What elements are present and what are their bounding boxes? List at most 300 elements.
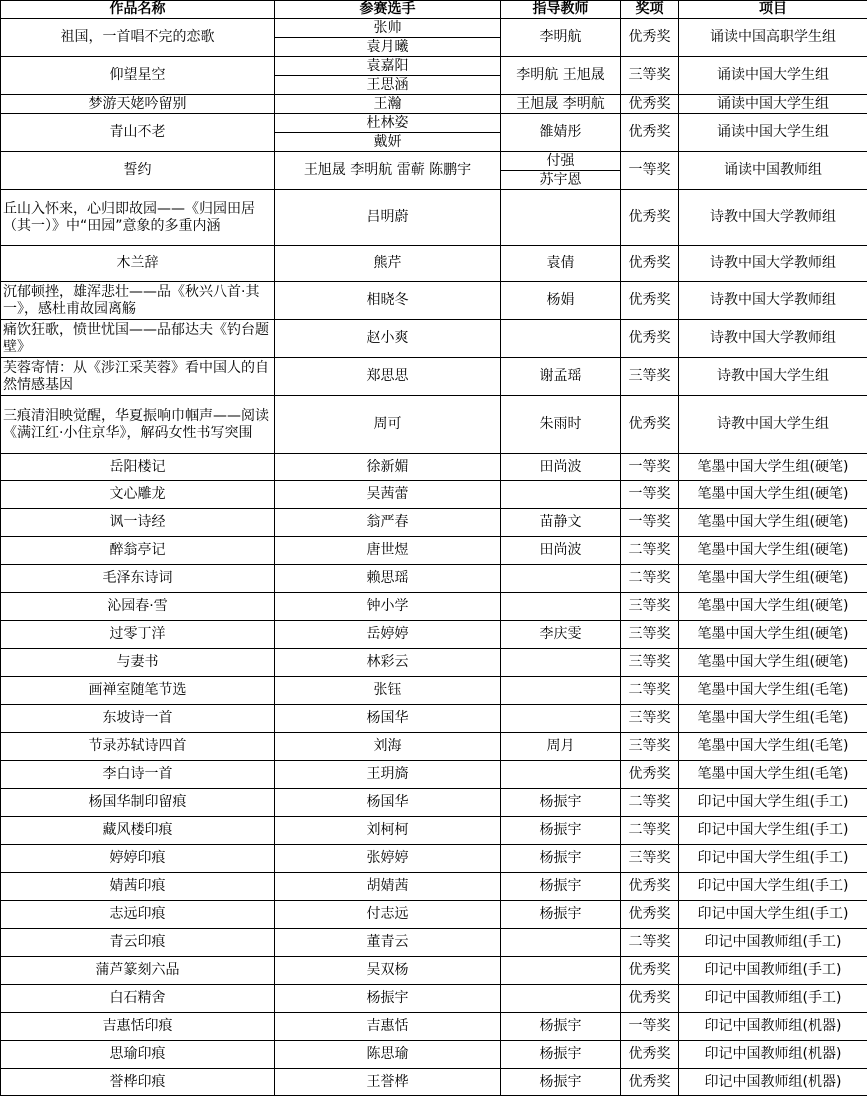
cell-award xyxy=(621,57,679,95)
cell-contestants xyxy=(275,565,501,593)
cell-category-text: 印记中国大学生组(手工) xyxy=(698,794,849,810)
table-row xyxy=(1,152,867,190)
cell-teacher-text: 杨振宇 xyxy=(540,878,582,894)
cell-contestants-text: 钟小学 xyxy=(367,598,409,614)
cell-teacher xyxy=(501,985,621,1013)
cell-work-text: 祖国，一首唱不完的恋歌 xyxy=(61,29,215,45)
cell-category-text: 笔墨中国大学生组(毛笔) xyxy=(698,682,849,698)
cell-category-text: 笔墨中国大学生组(硬笔) xyxy=(698,598,849,614)
cell-contestants xyxy=(275,705,501,733)
cell-category-text: 笔墨中国大学生组(毛笔) xyxy=(698,710,849,726)
cell-contestants-line: 袁月曦 xyxy=(275,37,500,56)
cell-category-text: 印记中国大学生组(手工) xyxy=(698,906,849,922)
cell-contestants xyxy=(275,396,501,454)
cell-category xyxy=(679,845,867,873)
cell-category xyxy=(679,190,867,246)
header-teacher: 指导教师 xyxy=(501,1,621,19)
cell-contestants-text: 相晓冬 xyxy=(367,292,409,308)
cell-teacher-text: 袁倩 xyxy=(547,255,575,271)
cell-teacher xyxy=(501,1013,621,1041)
cell-category xyxy=(679,481,867,509)
cell-award xyxy=(621,454,679,481)
cell-teacher-line: 付强 xyxy=(501,152,620,170)
cell-contestants xyxy=(275,733,501,761)
table-row xyxy=(1,873,867,901)
cell-category-text: 印记中国教师组(手工) xyxy=(705,990,842,1006)
table-row xyxy=(1,817,867,845)
cell-category xyxy=(679,761,867,789)
cell-category xyxy=(679,537,867,565)
cell-contestants-text: 王誉桦 xyxy=(367,1074,409,1090)
cell-work xyxy=(1,649,275,677)
cell-category xyxy=(679,705,867,733)
cell-award-text: 二等奖 xyxy=(629,934,671,950)
cell-teacher xyxy=(501,929,621,957)
cell-teacher-text: 雒婧彤 xyxy=(540,124,582,140)
cell-award-text: 优秀奖 xyxy=(629,416,671,432)
cell-award-text: 三等奖 xyxy=(629,738,671,754)
cell-teacher xyxy=(501,901,621,929)
cell-category-text: 印记中国教师组(机器) xyxy=(705,1018,842,1034)
cell-work-text: 沁园春·雪 xyxy=(107,598,167,614)
cell-contestants-text: 林彩云 xyxy=(367,654,409,670)
cell-teacher xyxy=(501,57,621,95)
cell-work-text: 吉惠恬印痕 xyxy=(103,1018,173,1034)
cell-award-text: 优秀奖 xyxy=(629,124,671,140)
cell-contestants-text: 王瀚 xyxy=(374,96,402,112)
cell-work-text: 木兰辞 xyxy=(117,255,159,271)
cell-category xyxy=(679,985,867,1013)
header-row xyxy=(1,1,867,19)
cell-work xyxy=(1,901,275,929)
cell-category-text: 笔墨中国大学生组(硬笔) xyxy=(698,459,849,475)
cell-contestants xyxy=(275,509,501,537)
cell-award-text: 优秀奖 xyxy=(629,1074,671,1090)
cell-contestants xyxy=(275,761,501,789)
cell-teacher-line: 苏宇恩 xyxy=(501,170,620,189)
cell-contestants xyxy=(275,789,501,817)
cell-category xyxy=(679,1069,867,1096)
table-row xyxy=(1,789,867,817)
cell-work-text: 藏风楼印痕 xyxy=(103,822,173,838)
cell-contestants xyxy=(275,845,501,873)
header-award: 奖项 xyxy=(621,1,679,19)
table-row xyxy=(1,901,867,929)
cell-category xyxy=(679,246,867,282)
cell-contestants-text: 张婷婷 xyxy=(367,850,409,866)
cell-category xyxy=(679,593,867,621)
cell-category xyxy=(679,901,867,929)
cell-teacher-text: 杨振宇 xyxy=(540,1074,582,1090)
cell-contestants-text: 吕明蔚 xyxy=(367,209,409,225)
cell-contestants-text: 郑思思 xyxy=(367,368,409,384)
cell-award-text: 优秀奖 xyxy=(629,962,671,978)
cell-award xyxy=(621,593,679,621)
table-row xyxy=(1,677,867,705)
cell-teacher xyxy=(501,537,621,565)
cell-work-text: 画禅室随笔节选 xyxy=(89,682,187,698)
cell-work-text: 杨国华制印留痕 xyxy=(89,794,187,810)
cell-teacher xyxy=(501,873,621,901)
cell-award xyxy=(621,114,679,152)
cell-category-text: 诗教中国大学教师组 xyxy=(710,292,836,308)
cell-contestants-text: 赖思瑶 xyxy=(367,570,409,586)
cell-work xyxy=(1,565,275,593)
cell-work-text: 梦游天姥吟留别 xyxy=(89,96,187,112)
cell-teacher-text: 杨振宇 xyxy=(540,906,582,922)
cell-contestants xyxy=(275,649,501,677)
cell-work xyxy=(1,985,275,1013)
table-row xyxy=(1,246,867,282)
cell-contestants xyxy=(275,190,501,246)
cell-teacher xyxy=(501,761,621,789)
cell-category-text: 笔墨中国大学生组(硬笔) xyxy=(698,542,849,558)
cell-work-text: 誓约 xyxy=(124,162,152,178)
cell-work xyxy=(1,761,275,789)
cell-contestants-text: 徐新媚 xyxy=(367,459,409,475)
cell-category xyxy=(679,509,867,537)
cell-award-text: 三等奖 xyxy=(629,626,671,642)
cell-work xyxy=(1,1069,275,1096)
cell-award-text: 二等奖 xyxy=(629,570,671,586)
cell-work xyxy=(1,1013,275,1041)
cell-category xyxy=(679,396,867,454)
cell-teacher xyxy=(501,789,621,817)
cell-contestants-text: 吉惠恬 xyxy=(367,1018,409,1034)
cell-award xyxy=(621,789,679,817)
cell-work xyxy=(1,19,275,57)
cell-contestants-text: 张钰 xyxy=(374,682,402,698)
cell-contestants xyxy=(275,537,501,565)
cell-contestants xyxy=(275,246,501,282)
cell-work-text: 节录苏轼诗四首 xyxy=(89,738,187,754)
cell-category-text: 笔墨中国大学生组(毛笔) xyxy=(698,738,849,754)
table-row xyxy=(1,320,867,358)
cell-contestants-text: 翁严春 xyxy=(367,514,409,530)
cell-category-text: 笔墨中国大学生组(硬笔) xyxy=(698,570,849,586)
cell-category-text: 诵读中国大学生组 xyxy=(717,67,829,83)
cell-contestants xyxy=(275,19,501,57)
cell-contestants xyxy=(275,454,501,481)
cell-teacher-text: 李明航 xyxy=(540,29,582,45)
cell-category xyxy=(679,19,867,57)
cell-teacher xyxy=(501,246,621,282)
cell-teacher xyxy=(501,705,621,733)
cell-award xyxy=(621,929,679,957)
cell-award-text: 三等奖 xyxy=(629,710,671,726)
cell-award xyxy=(621,95,679,114)
cell-category-text: 笔墨中国大学生组(硬笔) xyxy=(698,514,849,530)
cell-award xyxy=(621,649,679,677)
table-row xyxy=(1,593,867,621)
cell-category-text: 笔墨中国大学生组(硬笔) xyxy=(698,654,849,670)
cell-contestants-text: 周可 xyxy=(374,416,402,432)
cell-award xyxy=(621,481,679,509)
cell-work xyxy=(1,57,275,95)
cell-work-text: 讽一诗经 xyxy=(110,514,166,530)
cell-work-text: 白石精舍 xyxy=(110,990,166,1006)
cell-award xyxy=(621,705,679,733)
table-row xyxy=(1,19,867,57)
cell-contestants-line: 杜林姿 xyxy=(275,114,500,132)
cell-category-text: 诗教中国大学生组 xyxy=(717,416,829,432)
cell-contestants-text: 刘海 xyxy=(374,738,402,754)
cell-teacher xyxy=(501,481,621,509)
cell-category-text: 诵读中国大学生组 xyxy=(717,124,829,140)
table-row xyxy=(1,396,867,454)
cell-teacher-text: 杨振宇 xyxy=(540,794,582,810)
cell-category xyxy=(679,929,867,957)
cell-work xyxy=(1,789,275,817)
table-row xyxy=(1,761,867,789)
cell-category-text: 印记中国大学生组(手工) xyxy=(698,850,849,866)
cell-category xyxy=(679,152,867,190)
cell-contestants xyxy=(275,57,501,95)
cell-award-text: 三等奖 xyxy=(629,598,671,614)
cell-award-text: 优秀奖 xyxy=(629,766,671,782)
cell-teacher-text: 杨振宇 xyxy=(540,822,582,838)
cell-work xyxy=(1,246,275,282)
cell-contestants xyxy=(275,358,501,396)
cell-award-text: 优秀奖 xyxy=(629,209,671,225)
cell-award-text: 优秀奖 xyxy=(629,29,671,45)
cell-award xyxy=(621,957,679,985)
cell-teacher xyxy=(501,152,621,190)
table-row xyxy=(1,1013,867,1041)
cell-contestants xyxy=(275,1041,501,1069)
cell-teacher xyxy=(501,1069,621,1096)
cell-award-text: 一等奖 xyxy=(629,1018,671,1034)
cell-category xyxy=(679,873,867,901)
cell-category xyxy=(679,57,867,95)
cell-category-text: 诗教中国大学教师组 xyxy=(710,255,836,271)
cell-teacher xyxy=(501,565,621,593)
cell-work xyxy=(1,1041,275,1069)
cell-category xyxy=(679,282,867,320)
cell-work xyxy=(1,873,275,901)
cell-teacher-text: 谢孟瑶 xyxy=(540,368,582,384)
cell-award xyxy=(621,358,679,396)
cell-teacher xyxy=(501,1041,621,1069)
cell-contestants-text: 刘柯柯 xyxy=(367,822,409,838)
cell-category-text: 印记中国教师组(手工) xyxy=(705,934,842,950)
cell-category xyxy=(679,733,867,761)
cell-work xyxy=(1,358,275,396)
cell-contestants xyxy=(275,320,501,358)
cell-category xyxy=(679,565,867,593)
cell-award xyxy=(621,621,679,649)
table-row xyxy=(1,509,867,537)
cell-work-text: 志远印痕 xyxy=(110,906,166,922)
table-row xyxy=(1,190,867,246)
cell-contestants-text: 熊芹 xyxy=(374,255,402,271)
cell-contestants-line: 袁嘉阳 xyxy=(275,57,500,75)
table-row xyxy=(1,929,867,957)
cell-teacher-text: 杨振宇 xyxy=(540,1018,582,1034)
cell-contestants xyxy=(275,957,501,985)
cell-award xyxy=(621,320,679,358)
table-row xyxy=(1,1069,867,1096)
cell-award xyxy=(621,1069,679,1096)
cell-award xyxy=(621,509,679,537)
cell-award-text: 优秀奖 xyxy=(629,330,671,346)
cell-category-text: 印记中国教师组(机器) xyxy=(705,1074,842,1090)
cell-contestants xyxy=(275,282,501,320)
cell-category-text: 诗教中国大学教师组 xyxy=(710,209,836,225)
cell-work-text: 婧茜印痕 xyxy=(110,878,166,894)
table-row xyxy=(1,282,867,320)
cell-award xyxy=(621,190,679,246)
cell-teacher-text: 苗静文 xyxy=(540,514,582,530)
cell-contestants-text: 吴茜蕾 xyxy=(367,486,409,502)
cell-award-text: 三等奖 xyxy=(629,850,671,866)
cell-award xyxy=(621,761,679,789)
cell-award-text: 优秀奖 xyxy=(629,96,671,112)
cell-work-text: 岳阳楼记 xyxy=(110,459,166,475)
cell-teacher xyxy=(501,817,621,845)
cell-category-text: 印记中国大学生组(手工) xyxy=(698,878,849,894)
cell-work-text: 痛饮狂歌，愤世忧国——品郁达夫《钓台题壁》 xyxy=(3,322,269,355)
cell-category xyxy=(679,114,867,152)
cell-award xyxy=(621,565,679,593)
cell-award-text: 二等奖 xyxy=(629,682,671,698)
cell-work xyxy=(1,621,275,649)
cell-teacher-text: 杨振宇 xyxy=(540,1046,582,1062)
cell-contestants xyxy=(275,1069,501,1096)
cell-award-text: 一等奖 xyxy=(629,514,671,530)
cell-work xyxy=(1,929,275,957)
cell-award xyxy=(621,19,679,57)
table-row xyxy=(1,95,867,114)
cell-work-text: 与妻书 xyxy=(117,654,159,670)
cell-teacher-text: 田尚波 xyxy=(540,459,582,475)
cell-award xyxy=(621,985,679,1013)
cell-category-text: 印记中国教师组(手工) xyxy=(705,962,842,978)
cell-award xyxy=(621,537,679,565)
cell-contestants xyxy=(275,677,501,705)
cell-work xyxy=(1,509,275,537)
cell-award-text: 一等奖 xyxy=(629,459,671,475)
cell-category xyxy=(679,320,867,358)
cell-award xyxy=(621,677,679,705)
table-row xyxy=(1,114,867,152)
cell-work xyxy=(1,817,275,845)
cell-category-text: 诗教中国大学生组 xyxy=(717,368,829,384)
cell-contestants-text: 杨国华 xyxy=(367,794,409,810)
cell-teacher xyxy=(501,190,621,246)
cell-contestants-text: 王玥旖 xyxy=(367,766,409,782)
cell-category xyxy=(679,789,867,817)
cell-teacher xyxy=(501,320,621,358)
header-contestants: 参赛选手 xyxy=(275,1,501,19)
cell-contestants-text: 唐世煜 xyxy=(367,542,409,558)
cell-contestants-text: 岳婷婷 xyxy=(367,626,409,642)
cell-category-text: 笔墨中国大学生组(毛笔) xyxy=(698,766,849,782)
cell-work-text: 蒲芦篆刻六品 xyxy=(96,962,180,978)
cell-teacher xyxy=(501,95,621,114)
cell-category xyxy=(679,358,867,396)
cell-contestants xyxy=(275,114,501,152)
cell-teacher-text: 朱雨时 xyxy=(540,416,582,432)
cell-category xyxy=(679,454,867,481)
cell-teacher xyxy=(501,396,621,454)
table-row xyxy=(1,57,867,95)
cell-award xyxy=(621,246,679,282)
cell-work-text: 三痕清泪映觉醒，华夏振响巾帼声——阅读《满江红·小住京华》，解码女性书写突围 xyxy=(3,408,269,441)
cell-contestants-text: 杨国华 xyxy=(367,710,409,726)
cell-work xyxy=(1,152,275,190)
cell-award xyxy=(621,845,679,873)
cell-award xyxy=(621,733,679,761)
cell-work-text: 芙蓉寄情：从《涉江采芙蓉》看中国人的自然情感基因 xyxy=(3,360,269,393)
cell-teacher xyxy=(501,114,621,152)
cell-category-text: 诵读中国教师组 xyxy=(724,162,822,178)
cell-teacher xyxy=(501,621,621,649)
cell-teacher xyxy=(501,845,621,873)
cell-teacher xyxy=(501,358,621,396)
cell-category xyxy=(679,957,867,985)
cell-work-text: 过零丁洋 xyxy=(110,626,166,642)
cell-award-text: 优秀奖 xyxy=(629,292,671,308)
cell-work-text: 青云印痕 xyxy=(110,934,166,950)
cell-contestants-text: 王旭晟 李明航 雷蕲 陈鹏宇 xyxy=(304,162,471,178)
cell-work-text: 仰望星空 xyxy=(110,67,166,83)
table-row xyxy=(1,845,867,873)
cell-teacher-text: 周月 xyxy=(547,738,575,754)
table-row xyxy=(1,358,867,396)
table-row xyxy=(1,537,867,565)
cell-work xyxy=(1,282,275,320)
cell-work-text: 丘山入怀来，心归即故园——《归园田居（其一）》中“田园”意象的多重内涵 xyxy=(3,201,255,234)
cell-contestants-text: 赵小爽 xyxy=(367,330,409,346)
cell-work xyxy=(1,481,275,509)
cell-category xyxy=(679,621,867,649)
table-row xyxy=(1,565,867,593)
cell-contestants-text: 胡婧茜 xyxy=(367,878,409,894)
cell-work-text: 青山不老 xyxy=(110,124,166,140)
cell-award-text: 三等奖 xyxy=(629,67,671,83)
cell-award-text: 三等奖 xyxy=(629,654,671,670)
cell-contestants xyxy=(275,985,501,1013)
cell-contestants xyxy=(275,929,501,957)
cell-teacher-text: 杨娟 xyxy=(547,292,575,308)
cell-category xyxy=(679,95,867,114)
cell-work xyxy=(1,733,275,761)
cell-contestants-line: 张帅 xyxy=(275,19,500,37)
cell-contestants-text: 付志远 xyxy=(367,906,409,922)
cell-contestants xyxy=(275,901,501,929)
cell-teacher xyxy=(501,733,621,761)
cell-work xyxy=(1,957,275,985)
cell-category-text: 笔墨中国大学生组(硬笔) xyxy=(698,626,849,642)
cell-award-text: 一等奖 xyxy=(629,486,671,502)
table-row xyxy=(1,649,867,677)
cell-work-text: 思瑜印痕 xyxy=(110,1046,166,1062)
cell-award-text: 优秀奖 xyxy=(629,878,671,894)
cell-contestants-text: 吴双杨 xyxy=(367,962,409,978)
cell-award-text: 优秀奖 xyxy=(629,990,671,1006)
table-row xyxy=(1,621,867,649)
cell-teacher-text: 李明航 王旭晟 xyxy=(516,67,604,83)
cell-teacher xyxy=(501,677,621,705)
cell-work xyxy=(1,190,275,246)
cell-contestants xyxy=(275,95,501,114)
table-row xyxy=(1,481,867,509)
cell-category xyxy=(679,1041,867,1069)
cell-award-text: 二等奖 xyxy=(629,794,671,810)
cell-work-text: 文心雕龙 xyxy=(110,486,166,502)
cell-contestants-text: 董青云 xyxy=(367,934,409,950)
